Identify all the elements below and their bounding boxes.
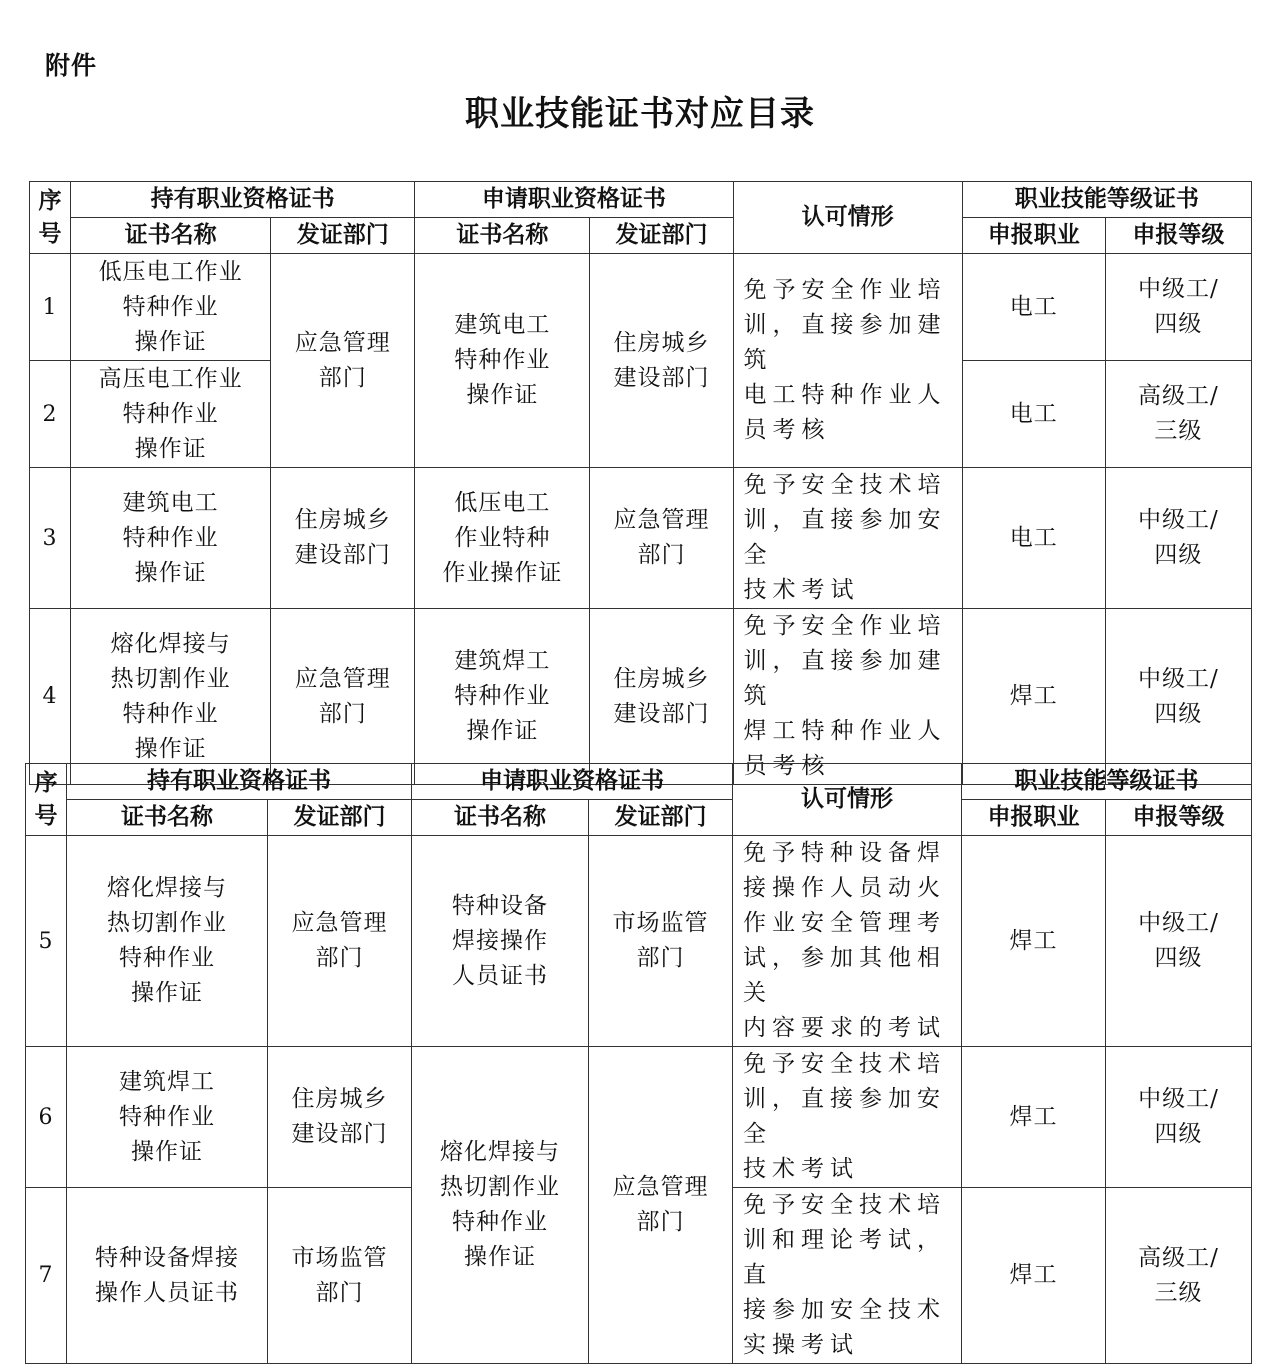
header-row	[30, 182, 1252, 218]
held-cert-name-cell: 熔化焊接与 热切割作业 特种作业 操作证	[71, 609, 271, 785]
recognition-header: 认可情形	[733, 764, 962, 836]
apply-cert-name-header: 证书名称	[412, 800, 589, 836]
recognition-header: 认可情形	[733, 182, 962, 254]
apply-cert-name-cell: 建筑焊工 特种作业 操作证	[415, 609, 590, 785]
page-title: 职业技能证书对应目录	[465, 94, 815, 134]
apply-cert-header: 申请职业资格证书	[412, 764, 733, 800]
apply-cert-name-cell: 建筑电工 特种作业 操作证	[415, 254, 590, 468]
level-cell: 高级工/ 三级	[1105, 361, 1251, 468]
occupation-cell: 焊工	[962, 836, 1106, 1047]
apply-issuer-cell: 应急管理 部门	[589, 1047, 733, 1364]
table-row	[30, 609, 1252, 785]
apply-cert-name-cell: 特种设备 焊接操作 人员证书	[412, 836, 589, 1047]
occupation-cell: 电工	[962, 468, 1105, 609]
recognition-cell: 免予安全技术培 训，直接参加安全 技术考试	[733, 468, 962, 609]
apply-issuer-cell: 住房城乡 建设部门	[590, 609, 733, 785]
level-header: 申报等级	[1105, 218, 1251, 254]
occupation-cell: 焊工	[962, 1047, 1106, 1188]
level-header: 申报等级	[1106, 800, 1252, 836]
skill-level-header: 职业技能等级证书	[962, 764, 1252, 800]
held-cert-header: 持有职业资格证书	[67, 764, 412, 800]
header-row	[26, 764, 1252, 800]
held-issuer-header: 发证部门	[268, 800, 412, 836]
seq-cell: 1	[30, 254, 71, 361]
seq-cell: 3	[30, 468, 71, 609]
table-row	[26, 1047, 1252, 1188]
apply-issuer-header: 发证部门	[589, 800, 733, 836]
apply-cert-name-cell: 熔化焊接与 热切割作业 特种作业 操作证	[412, 1047, 589, 1364]
held-cert-name-header: 证书名称	[71, 218, 271, 254]
table-row	[30, 254, 1252, 361]
level-cell: 中级工/ 四级	[1105, 468, 1251, 609]
held-cert-name-header: 证书名称	[67, 800, 268, 836]
held-cert-name-cell: 低压电工作业 特种作业 操作证	[71, 254, 271, 361]
held-issuer-cell: 住房城乡 建设部门	[268, 1047, 412, 1188]
level-cell: 中级工/ 四级	[1105, 609, 1251, 785]
certificate-table-2	[25, 763, 1252, 1364]
held-cert-name-cell: 特种设备焊接 操作人员证书	[67, 1188, 268, 1364]
held-cert-header: 持有职业资格证书	[71, 182, 415, 218]
apply-issuer-header: 发证部门	[590, 218, 733, 254]
attachment-label: 附件	[45, 51, 98, 80]
seq-cell: 2	[30, 361, 71, 468]
held-issuer-cell: 市场监管 部门	[268, 1188, 412, 1364]
occupation-cell: 焊工	[962, 609, 1105, 785]
recognition-cell: 免予安全作业培 训，直接参加建筑 焊工特种作业人 员考核	[733, 609, 962, 785]
recognition-cell: 免予安全作业培 训，直接参加建筑 电工特种作业人 员考核	[733, 254, 962, 468]
held-cert-name-cell: 熔化焊接与 热切割作业 特种作业 操作证	[67, 836, 268, 1047]
held-issuer-cell: 住房城乡 建设部门	[271, 468, 415, 609]
held-issuer-cell: 应急管理 部门	[271, 254, 415, 468]
seq-header: 序 号	[26, 764, 67, 836]
certificate-table-1	[29, 181, 1252, 785]
apply-issuer-cell: 应急管理 部门	[590, 468, 733, 609]
level-cell: 中级工/ 四级	[1105, 254, 1251, 361]
table-row	[26, 836, 1252, 1047]
held-cert-name-cell: 高压电工作业 特种作业 操作证	[71, 361, 271, 468]
seq-cell: 6	[26, 1047, 67, 1188]
table-row	[30, 468, 1252, 609]
occupation-cell: 电工	[962, 361, 1105, 468]
held-cert-name-cell: 建筑焊工 特种作业 操作证	[67, 1047, 268, 1188]
seq-cell: 7	[26, 1188, 67, 1364]
seq-header: 序 号	[30, 182, 71, 254]
recognition-cell: 免予安全技术培 训和理论考试，直 接参加安全技术 实操考试	[733, 1188, 962, 1364]
occupation-cell: 电工	[962, 254, 1105, 361]
apply-cert-name-cell: 低压电工 作业特种 作业操作证	[415, 468, 590, 609]
held-issuer-header: 发证部门	[271, 218, 415, 254]
seq-cell: 5	[26, 836, 67, 1047]
apply-cert-header: 申请职业资格证书	[415, 182, 733, 218]
occupation-header: 申报职业	[962, 218, 1105, 254]
level-cell: 中级工/ 四级	[1106, 836, 1252, 1047]
subheader-row	[26, 800, 1252, 836]
seq-cell: 4	[30, 609, 71, 785]
level-cell: 中级工/ 四级	[1106, 1047, 1252, 1188]
skill-level-header: 职业技能等级证书	[962, 182, 1251, 218]
level-cell: 高级工/ 三级	[1106, 1188, 1252, 1364]
subheader-row	[30, 218, 1252, 254]
recognition-cell: 免予特种设备焊 接操作人员动火 作业安全管理考 试，参加其他相关 内容要求的考试	[733, 836, 962, 1047]
apply-cert-name-header: 证书名称	[415, 218, 590, 254]
apply-issuer-cell: 市场监管 部门	[589, 836, 733, 1047]
held-issuer-cell: 应急管理 部门	[268, 836, 412, 1047]
occupation-cell: 焊工	[962, 1188, 1106, 1364]
apply-issuer-cell: 住房城乡 建设部门	[590, 254, 733, 468]
held-cert-name-cell: 建筑电工 特种作业 操作证	[71, 468, 271, 609]
recognition-cell: 免予安全技术培 训，直接参加安全 技术考试	[733, 1047, 962, 1188]
occupation-header: 申报职业	[962, 800, 1106, 836]
held-issuer-cell: 应急管理 部门	[271, 609, 415, 785]
